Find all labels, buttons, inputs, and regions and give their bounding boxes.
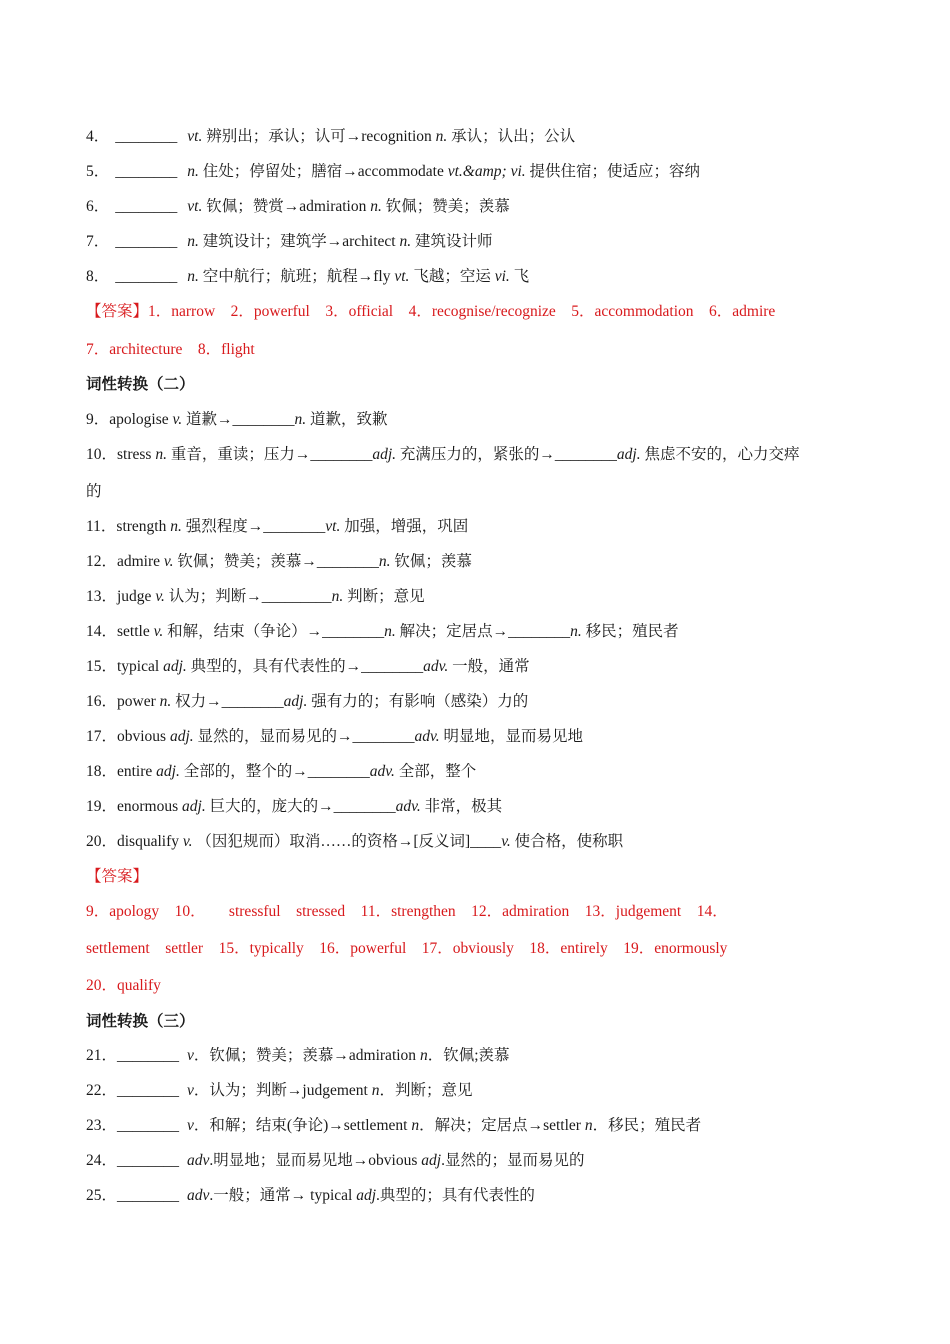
definition: 明显地，显而易见地 — [443, 728, 584, 745]
question-25 — [86, 1186, 535, 1206]
pos-tag: vt. — [394, 268, 410, 285]
definition: 加强，增强，巩固 — [344, 518, 469, 535]
question-6 — [86, 197, 510, 217]
question-24 — [86, 1151, 584, 1171]
word: 15．typical — [86, 658, 160, 675]
answer-blank[interactable]: （因犯规而）取消……的资格→[反义词]____ — [196, 833, 502, 850]
definition: 钦佩；羡慕 — [394, 553, 472, 570]
pos-tag: n. — [187, 233, 199, 250]
pos-tag: n. — [159, 693, 172, 710]
answer-blank[interactable]: 巨大的，庞大的→________ — [209, 798, 396, 815]
definition: ．解决；定居点→settler — [419, 1117, 581, 1134]
pos-tag: vt. — [187, 128, 203, 145]
word: 19．enormous — [86, 798, 179, 815]
question-15 — [86, 657, 530, 677]
pos-tag: adv. — [369, 763, 395, 780]
definition: 全部，整个 — [398, 763, 477, 780]
pos-tag: adv — [187, 1187, 210, 1204]
pos-tag: vt.&amp; vi. — [447, 163, 526, 180]
definition: 飞 — [513, 268, 530, 285]
pos-tag: n — [584, 1117, 593, 1134]
word: 17．obvious — [86, 728, 167, 745]
pos-tag: n. — [155, 446, 167, 463]
definition: 飞越；空运 — [413, 268, 491, 285]
answer-label-2: 【答案】 — [86, 868, 149, 885]
definition: ．判断；意见 — [379, 1082, 473, 1099]
definition: 钦佩；赞赏→admiration — [206, 198, 367, 215]
definition: 空中航行；航班；航程→fly — [202, 268, 391, 285]
pos-tag: v — [187, 1082, 194, 1099]
answer-blank[interactable]: 典型的，具有代表性的→________ — [190, 658, 424, 675]
pos-tag: v. — [172, 411, 183, 428]
question-21 — [86, 1046, 510, 1066]
answer-blank[interactable]: 21．________ — [86, 1047, 180, 1064]
question-16 — [86, 692, 528, 712]
word: 18．entire — [86, 763, 153, 780]
question-5 — [86, 162, 700, 182]
pos-tag: n. — [170, 518, 182, 535]
question-19 — [86, 797, 502, 817]
answer-blank[interactable]: 充满压力的，紧张的→________ — [399, 446, 617, 463]
question-12 — [86, 552, 472, 572]
answer-label: 【答案】 — [86, 303, 149, 320]
section-heading-3: 词性转换（三） — [86, 1013, 195, 1030]
question-18 — [86, 762, 476, 782]
pos-tag: v. — [153, 623, 164, 640]
pos-tag: n — [371, 1082, 380, 1099]
question-number: 4． — [86, 128, 110, 145]
definition: 道歉，致歉 — [310, 411, 388, 428]
pos-tag: adj. — [169, 728, 194, 745]
answer-blank[interactable]: ________ — [115, 268, 178, 285]
question-22 — [86, 1081, 472, 1101]
pos-tag: n — [419, 1047, 428, 1064]
answer-blank[interactable]: 24．________ — [86, 1152, 180, 1169]
answer-key-2: 9．apology 10． stressful stressed 11．strengthen 12．admiration 13．judgement 14． — [86, 903, 728, 920]
definition: 承认；认出；公认 — [451, 128, 576, 145]
pos-tag: n. — [399, 233, 412, 250]
question-number: 6． — [86, 198, 110, 215]
question-23 — [86, 1116, 701, 1136]
question-number: 7． — [86, 233, 110, 250]
pos-tag: adj. — [163, 658, 187, 675]
pos-tag: v — [187, 1047, 194, 1064]
question-20 — [86, 832, 623, 852]
definition: ．和解；结束(争论)→settlement — [193, 1117, 408, 1134]
answer-key-1 — [86, 302, 775, 322]
pos-tag: adj. — [372, 446, 397, 463]
pos-tag: n. — [378, 553, 391, 570]
definition: 住处；停留处；膳宿→accommodate — [202, 163, 444, 180]
word: 20．disqualify — [86, 833, 179, 850]
answer-text: 7．architecture 8．flight — [86, 341, 255, 358]
answer-blank[interactable]: 认为；判断→_________ — [168, 588, 332, 605]
pos-tag: n. — [570, 623, 582, 640]
answer-key-2-cont2: 20．qualify — [86, 977, 161, 994]
pos-tag: n. — [331, 588, 344, 605]
pos-tag: n. — [435, 128, 448, 145]
answer-key-2-cont: settlement settler 15．typically 16．powerful 17．obviously 18．entirely 19．enormously — [86, 940, 728, 957]
word: 14．settle — [86, 623, 150, 640]
definition: .显然的；显而易见的 — [441, 1152, 585, 1169]
question-8 — [86, 267, 529, 287]
question-7 — [86, 232, 493, 252]
question-11 — [86, 517, 468, 537]
pos-tag: v. — [501, 833, 511, 850]
definition: 提供住宿；使适应；容纳 — [529, 163, 701, 180]
answer-blank[interactable]: 强烈程度→________ — [185, 518, 326, 535]
pos-tag: v. — [155, 588, 165, 605]
definition: .一般；通常→ typical — [209, 1187, 353, 1204]
section-heading-2: 词性转换（二） — [86, 376, 195, 393]
pos-tag: v — [187, 1117, 194, 1134]
pos-tag: adv — [187, 1152, 210, 1169]
pos-tag: vt. — [187, 198, 203, 215]
word: 10．stress — [86, 446, 152, 463]
answer-blank[interactable]: 权力→________ — [175, 693, 284, 710]
pos-tag: v. — [182, 833, 193, 850]
definition: 建筑设计师 — [415, 233, 493, 250]
pos-tag: n. — [384, 623, 396, 640]
pos-tag: n. — [370, 198, 382, 215]
word: 13．judge — [86, 588, 152, 605]
answer-blank[interactable]: 22．________ — [86, 1082, 180, 1099]
pos-tag: vi. — [494, 268, 510, 285]
word: 9．apologise — [86, 411, 169, 428]
pos-tag: vt. — [325, 518, 341, 535]
answer-blank[interactable]: 全部的，整个的→________ — [183, 763, 370, 780]
definition: 建筑设计；建筑学→architect — [202, 233, 396, 250]
pos-tag: adj. — [283, 693, 308, 710]
answer-blank[interactable]: 道歉→________ — [186, 411, 295, 428]
question-number: 8． — [86, 268, 110, 285]
answer-blank[interactable]: 和解，结束（争论）→________ — [167, 623, 385, 640]
answer-key-1-cont — [86, 340, 255, 360]
answer-blank[interactable]: 显然的，显而易见的→________ — [197, 728, 415, 745]
question-10 — [86, 445, 800, 465]
answer-blank[interactable]: ________ — [115, 233, 178, 250]
pos-tag: adj — [356, 1187, 377, 1204]
pos-tag: adv. — [414, 728, 440, 745]
pos-tag: adj. — [616, 446, 641, 463]
pos-tag: v. — [163, 553, 174, 570]
question-4 — [86, 127, 575, 147]
answer-blank[interactable]: 解决；定居点→________ — [399, 623, 571, 640]
word: 12．admire — [86, 553, 161, 570]
definition: 使合格，使称职 — [514, 833, 624, 850]
question-number: 5． — [86, 163, 110, 180]
definition: 移民；殖民者 — [585, 623, 679, 640]
pos-tag: adj — [421, 1152, 442, 1169]
pos-tag: n — [411, 1117, 420, 1134]
definition: .典型的；具有代表性的 — [376, 1187, 535, 1204]
pos-tag: adv. — [423, 658, 449, 675]
definition: 一般，通常 — [452, 658, 530, 675]
definition: 判断；意见 — [347, 588, 425, 605]
answer-blank[interactable]: ________ — [115, 163, 178, 180]
answer-text: 1．narrow 2．powerful 3．official 4．recognise/recognize 5．accommodation 6．admire — [148, 303, 776, 320]
definition: 强有力的；有影响（感染）力的 — [311, 693, 529, 710]
definition: ．认为；判断→judgement — [193, 1082, 368, 1099]
pos-tag: n. — [294, 411, 307, 428]
answer-blank[interactable]: 23．________ — [86, 1117, 180, 1134]
definition: ．钦佩；赞美；羡慕→admiration — [193, 1047, 417, 1064]
definition: 焦虑不安的，心力交瘁 — [644, 446, 800, 463]
question-13 — [86, 587, 425, 607]
answer-blank[interactable]: 钦佩；赞美；羡慕→________ — [177, 553, 379, 570]
question-9 — [86, 410, 388, 430]
pos-tag: adv. — [395, 798, 421, 815]
definition: 辨别出；承认；认可→recognition — [206, 128, 432, 145]
pos-tag: n. — [187, 163, 199, 180]
definition: .明显地；显而易见地→obvious — [209, 1152, 418, 1169]
definition: ．移民；殖民者 — [592, 1117, 702, 1134]
definition: ．钦佩;羡慕 — [427, 1047, 510, 1064]
answer-blank[interactable]: 25．________ — [86, 1187, 180, 1204]
answer-blank[interactable]: ________ — [115, 198, 178, 215]
word: 11．strength — [86, 518, 167, 535]
pos-tag: adj. — [156, 763, 180, 780]
answer-blank[interactable]: 重音，重读；压力→________ — [170, 446, 373, 463]
word: 16．power — [86, 693, 156, 710]
question-14 — [86, 622, 679, 642]
definition: 非常，极其 — [424, 798, 503, 815]
question-17 — [86, 727, 583, 747]
pos-tag: n. — [187, 268, 199, 285]
definition: 钦佩；赞美；羡慕 — [385, 198, 510, 215]
question-10-wrap: 的 — [86, 483, 102, 500]
answer-blank[interactable]: ________ — [115, 128, 178, 145]
pos-tag: adj. — [182, 798, 206, 815]
